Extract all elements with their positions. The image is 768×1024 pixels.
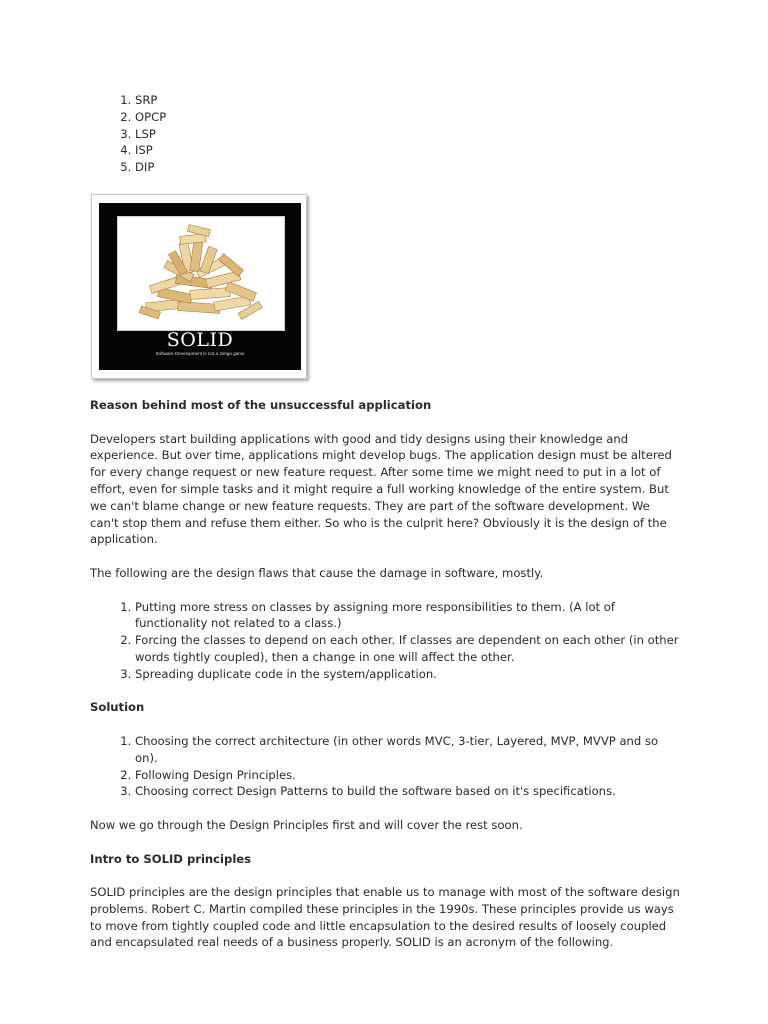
jenga-blocks-illustration <box>117 216 285 331</box>
paragraph: SOLID principles are the design principles that enable us to manage with most of the software design problems. Robert C. Martin compiled these principles in the 1990s. These principles provide us ways to move from tightly coupled code and little encapsulation to the desired results of loosely coupled and encapsulated real needs of a business properly. SOLID is an acronym of the following. <box>90 885 680 950</box>
list-item: 1. Choosing the correct architecture (in other words MVC, 3-tier, Layered, MVP, MVVP and so on). <box>135 733 680 767</box>
list-item: 2. Following Design Principles. <box>135 767 680 784</box>
article-body <box>90 92 680 968</box>
list-item: 3. Choosing correct Design Patterns to build the software based on it's specifications. <box>135 783 680 800</box>
list-item: 1. Putting more stress on classes by assigning more responsibilities to them. (A lot of functionality not related to a class.) <box>135 599 680 633</box>
design-flaws-list <box>90 599 680 683</box>
solid-poster-image <box>91 194 307 379</box>
solution-list <box>90 733 680 800</box>
section-heading: Reason behind most of the unsuccessful application <box>90 397 432 412</box>
poster-frame <box>99 203 301 370</box>
list-item: 2. Forcing the classes to depend on each other. If classes are dependent on each other (in other words tightly coupled), then a change in one will affect the other. <box>135 632 680 666</box>
paragraph: The following are the design flaws that cause the damage in software, mostly. <box>90 565 544 580</box>
list-item: 1. SRP <box>135 92 680 109</box>
paragraph: Now we go through the Design Principles first and will cover the rest soon. <box>90 817 523 832</box>
list-item: 3. LSP <box>135 126 680 143</box>
poster-title: SOLID <box>166 328 234 351</box>
paragraph: Developers start building applications with good and tidy designs using their knowledge and experience. But over time, applications might develop bugs. The application design must be altered for every change request or new feature request. After some time we might need to put in a lot of effort, even for simple tasks and it might require a full working knowledge of the entire system. But we can't blame change or new feature requests. They are part of the software development. We can't stop them and refuse them either. So who is the culprit here? Obviously it is the design of the application. <box>90 431 672 547</box>
list-item: 5. DIP <box>135 159 680 176</box>
poster-caption: Software Development is not a Jenga game <box>155 350 245 356</box>
principles-list <box>90 92 680 176</box>
list-item: 3. Spreading duplicate code in the system/application. <box>135 666 680 683</box>
section-heading: Solution <box>90 700 145 715</box>
list-item: 2. OPCP <box>135 109 680 126</box>
jenga-blocks-icon <box>118 217 284 330</box>
list-item: 4. ISP <box>135 142 680 159</box>
section-heading: Intro to SOLID principles <box>90 851 252 866</box>
